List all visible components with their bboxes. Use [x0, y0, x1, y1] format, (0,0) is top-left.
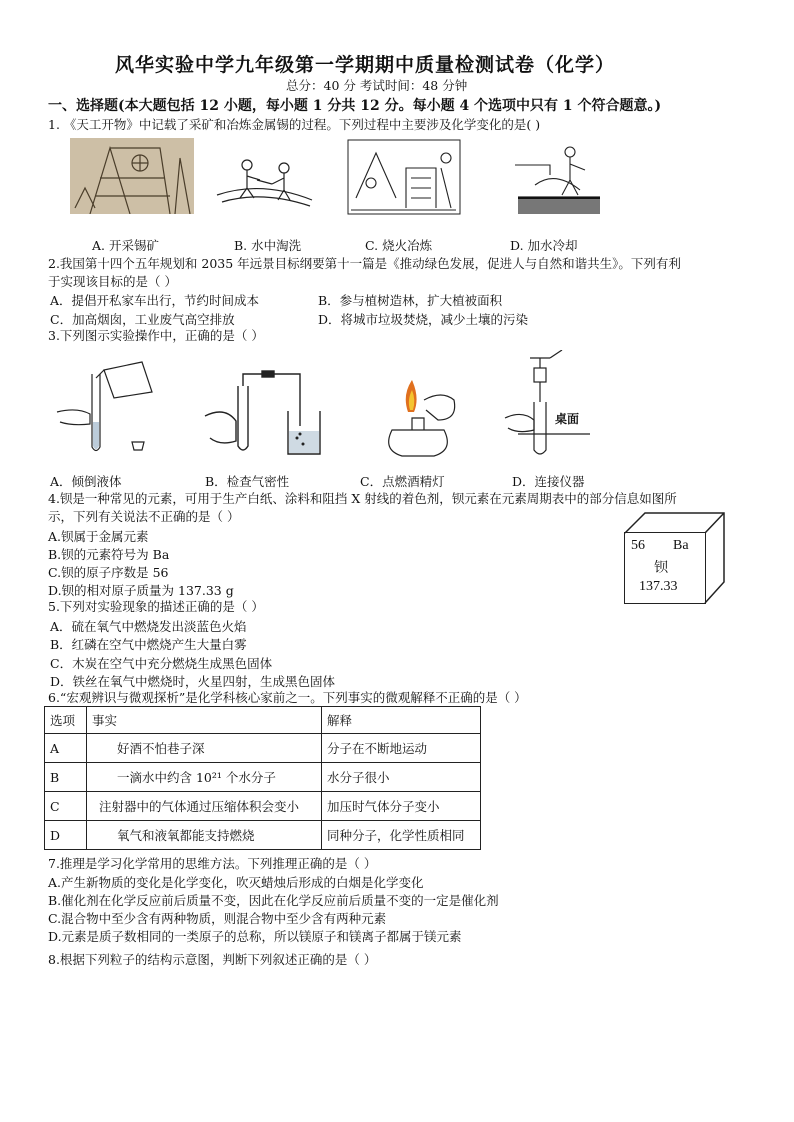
row-explanation: 水分子很小	[322, 763, 481, 792]
q1-option-a[interactable]: A. 开采锡矿	[92, 238, 159, 253]
q3-pouring-picture	[52, 352, 164, 462]
q3-connecting-picture	[500, 350, 592, 462]
header-explanation: 解释	[322, 707, 481, 734]
q4-option-b[interactable]: B.钡的元素符号为 Ba	[48, 547, 170, 562]
q7-stem: 7.推理是学习化学常用的思维方法。下列推理正确的是（ ）	[48, 856, 377, 871]
row-fact: 注射器中的气体通过压缩体积会变小	[87, 792, 322, 821]
page-title: 风华实验中学九年级第一学期期中质量检测试卷（化学）	[115, 54, 616, 76]
q1-washing-picture	[212, 140, 316, 212]
q5-stem: 5.下列对实验现象的描述正确的是（ ）	[48, 599, 264, 614]
q2-stem-line2: 于实现该目标的是（ ）	[48, 274, 177, 289]
q2-option-d[interactable]: D．将城市垃圾焚烧，减少土壤的污染	[318, 312, 529, 327]
q3-option-c[interactable]: C．点燃酒精灯	[360, 474, 445, 489]
q2-stem-line1: 2.我国第十四个五年规划和 2035 年远景目标纲要第十一篇是《推动绿色发展，促进人与自然和谐共生》。下列有利	[48, 256, 681, 271]
element-card	[624, 532, 706, 604]
q7-option-c[interactable]: C.混合物中至少含有两种物质，则混合物中至少含有两种元素	[48, 911, 387, 926]
q1-option-c[interactable]: C. 烧火冶炼	[365, 238, 433, 253]
q3-airtightness-picture	[200, 366, 332, 462]
element-number: 56	[631, 538, 645, 553]
header-fact: 事实	[87, 707, 322, 734]
q3-option-d[interactable]: D．连接仪器	[512, 474, 585, 489]
table-row	[45, 792, 481, 821]
row-fact: 氧气和液氧都能支持燃烧	[87, 821, 322, 850]
row-explanation: 分子在不断地运动	[322, 734, 481, 763]
section-heading: 一、选择题(本大题包括 12 小题，每小题 1 分共 12 分。每小题 4 个选项中只有 1 个符合题意。)	[48, 98, 662, 114]
q4-stem-line2: 示，下列有关说法不正确的是（ ）	[48, 509, 240, 524]
q7-option-b[interactable]: B.催化剂在化学反应前后质量不变，因此在化学反应前后质量不变的一定是催化剂	[48, 893, 499, 908]
q5-option-a[interactable]: A．硫在氧气中燃烧发出淡蓝色火焰	[50, 619, 247, 634]
q5-option-c[interactable]: C．木炭在空气中充分燃烧生成黑色固体	[50, 656, 273, 671]
q6-table	[44, 706, 481, 850]
q6-stem: 6.“宏观辨识与微观探析”是化学科核心家前之一。下列事实的微观解释不正确的是（ ）	[48, 690, 527, 705]
q4-stem-line1: 4.钡是一种常见的元素，可用于生产白纸、涂料和阻挡 X 射线的着色剂，钡元素在元素周期表中的部分信息如图所	[48, 491, 677, 506]
row-fact: 好酒不怕巷子深	[87, 734, 322, 763]
q3-stem: 3.下列图示实验操作中，正确的是（ ）	[48, 328, 264, 343]
element-mass: 137.33	[639, 579, 678, 594]
table-row	[45, 763, 481, 792]
q5-option-d[interactable]: D．铁丝在氧气中燃烧时，火星四射，生成黑色固体	[50, 674, 336, 689]
table-header-row	[45, 707, 481, 734]
row-label: C	[45, 792, 87, 821]
table-row	[45, 821, 481, 850]
row-fact: 一滴水中约含 10²¹ 个水分子	[87, 763, 322, 792]
element-name: 钡	[654, 561, 668, 576]
header-option: 选项	[45, 707, 87, 734]
row-label: B	[45, 763, 87, 792]
q1-option-b[interactable]: B. 水中淘洗	[234, 238, 302, 253]
row-explanation: 加压时气体分子变小	[322, 792, 481, 821]
q2-option-c[interactable]: C．加高烟囱，工业废气高空排放	[50, 312, 235, 327]
table-row	[45, 734, 481, 763]
row-explanation: 同种分子，化学性质相同	[322, 821, 481, 850]
q3-option-a[interactable]: A．倾倒液体	[50, 474, 122, 489]
element-symbol: Ba	[673, 538, 689, 553]
q4-option-c[interactable]: C.钡的原子序数是 56	[48, 565, 169, 580]
q1-cooling-picture	[510, 140, 606, 216]
q4-option-d[interactable]: D.钡的相对原子质量为 137.33 g	[48, 583, 234, 598]
q2-option-a[interactable]: A．提倡开私家车出行，节约时间成本	[50, 293, 260, 308]
q4-option-a[interactable]: A.钡属于金属元素	[48, 529, 149, 544]
desk-label: 桌面	[555, 412, 580, 426]
q1-option-d[interactable]: D. 加水冷却	[510, 238, 578, 253]
row-label: A	[45, 734, 87, 763]
q8-stem: 8.根据下列粒子的结构示意图，判断下列叙述正确的是（ ）	[48, 952, 377, 967]
q7-option-a[interactable]: A.产生新物质的变化是化学变化，吹灭蜡烛后形成的白烟是化学变化	[48, 875, 424, 890]
q1-mining-picture	[70, 138, 194, 214]
q1-stem: 1. 《天工开物》中记载了采矿和冶炼金属锡的过程。下列过程中主要涉及化学变化的是( )	[48, 117, 541, 132]
q2-option-b[interactable]: B．参与植树造林，扩大植被面积	[318, 293, 503, 308]
q7-option-d[interactable]: D.元素是质子数相同的一类原子的总称，所以镁原子和镁离子都属于镁元素	[48, 929, 462, 944]
q5-option-b[interactable]: B．红磷在空气中燃烧产生大量白雾	[50, 637, 247, 652]
row-label: D	[45, 821, 87, 850]
exam-info: 总分：40 分 考试时间：48 分钟	[286, 78, 468, 93]
q3-option-b[interactable]: B．检查气密性	[205, 474, 290, 489]
q3-alcohol-lamp-picture	[372, 370, 464, 462]
q1-smelting-picture	[346, 138, 462, 216]
